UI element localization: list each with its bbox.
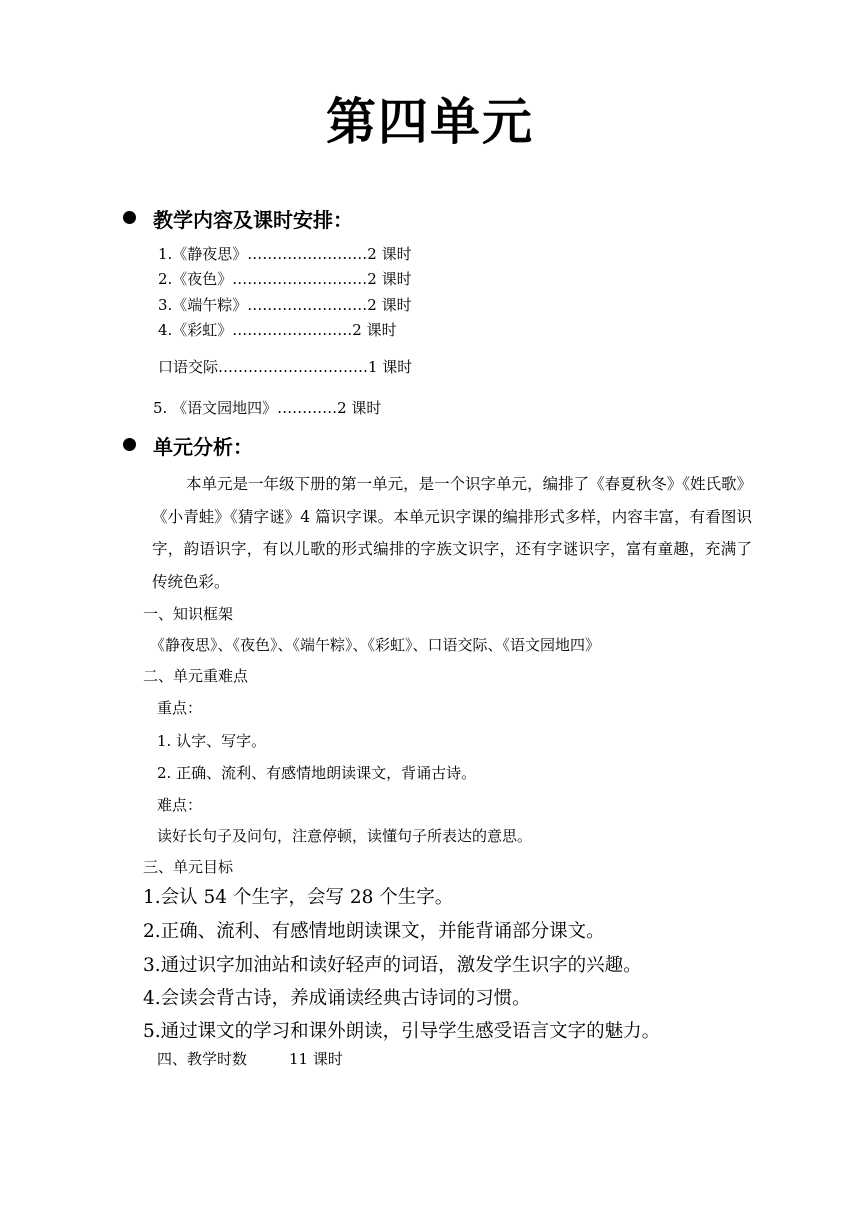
difficulty-label: 难点： [157,796,203,814]
key-item: 1. 认字、写字。 [157,732,267,750]
goals-heading: 三、单元目标 [143,858,234,876]
goal-item: 1.会认 54 个生字，会写 28 个生字。 [143,887,454,908]
section-heading-analysis: 单元分析： [153,435,253,459]
schedule-item: 2.《夜色》………………………2 课时 [158,270,412,288]
key-label: 重点： [157,699,203,717]
schedule-item: 1.《静夜思》……………………2 课时 [158,245,412,263]
key-item: 2. 正确、流利、有感情地朗读课文，背诵古诗。 [157,764,477,782]
bullet-icon [123,211,136,224]
goal-item: 2.正确、流利、有感情地朗读课文，并能背诵部分课文。 [143,921,605,942]
goal-item: 4.会读会背古诗，养成诵读经典古诗词的习惯。 [143,988,531,1009]
schedule-item: 口语交际…………………………1 课时 [158,358,413,376]
keypoints-heading: 二、单元重难点 [143,667,249,685]
hours-value: 11 课时 [289,1050,343,1068]
schedule-item: 4.《彩虹》……………………2 课时 [158,321,397,339]
bullet-icon [123,438,136,451]
difficulty-text: 读好长句子及问句，注意停顿，读懂句子所表达的意思。 [157,827,533,845]
goal-item: 5.通过课文的学习和课外朗读，引导学生感受语言文字的魅力。 [143,1021,661,1042]
hours-heading: 四、教学时数 [157,1050,248,1068]
analysis-paragraph: 本单元是一年级下册的第一单元，是一个识字单元，编排了《春夏秋冬》《姓氏歌》《小青蛙》《猜字谜》4 篇识字课。本单元识字课的编排形式多样，内容丰富，有看图识字，韵语识字，有以儿歌的形式编排的字族文识字，还有字谜识字，富有童趣，充满了传统色彩。 [152,475,752,591]
knowledge-text: 《静夜思》、《夜色》、《端午粽》、《彩虹》、口语交际、《语文园地四》 [150,636,601,654]
schedule-item: 5. 《语文园地四》…………2 课时 [153,399,382,417]
section-heading-schedule: 教学内容及课时安排： [153,208,353,232]
knowledge-heading: 一、知识框架 [143,605,234,623]
schedule-item: 3.《端午粽》……………………2 课时 [158,296,412,314]
page-title: 第四单元 [326,93,534,151]
goal-item: 3.通过识字加油站和读好轻声的词语，激发学生识字的兴趣。 [143,955,642,976]
